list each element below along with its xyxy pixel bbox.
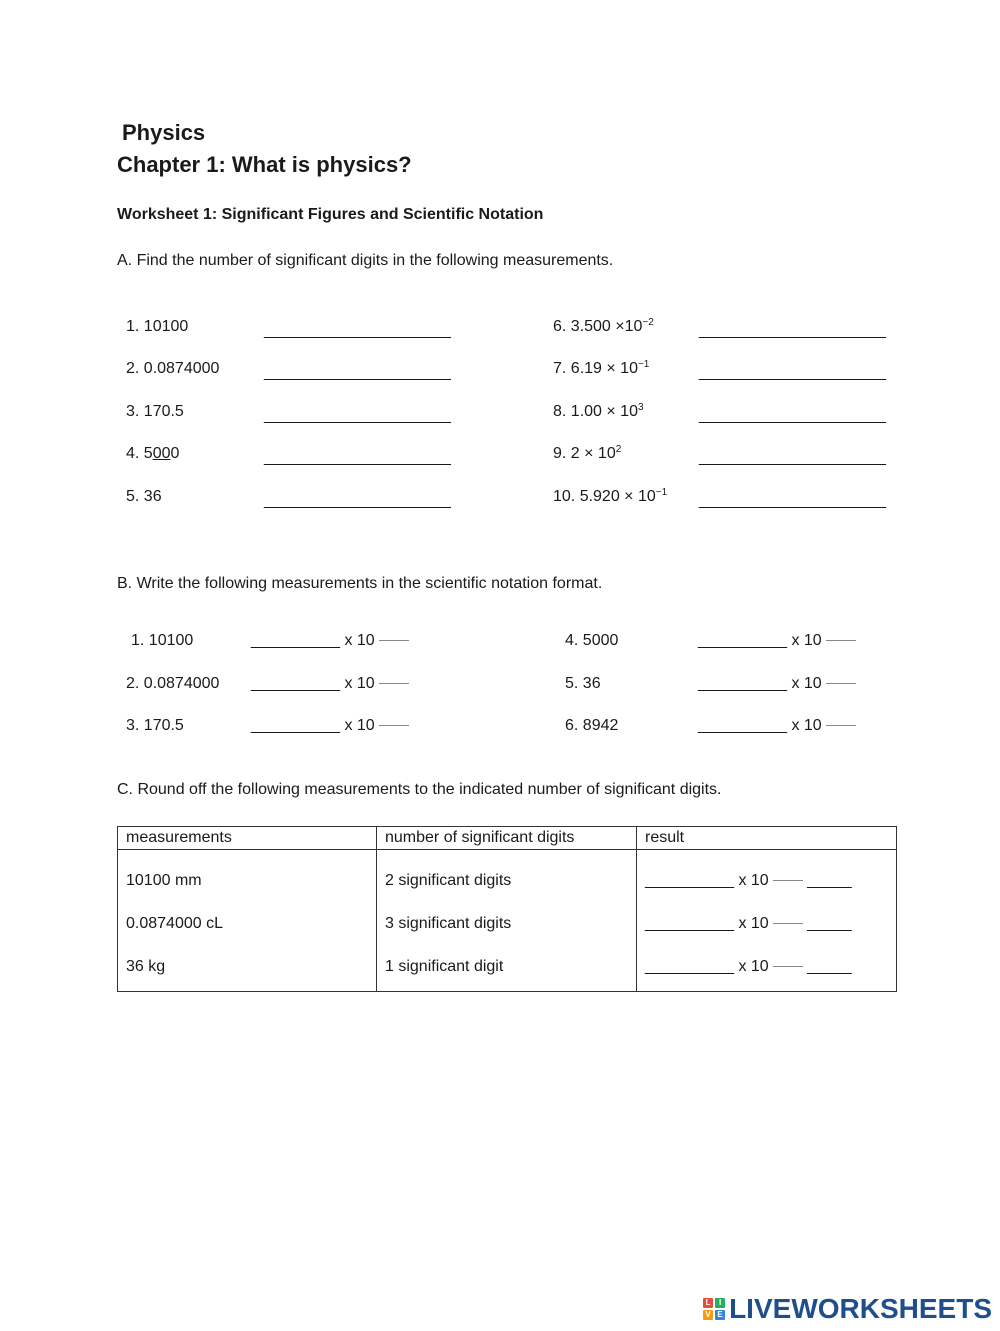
digits-column — [377, 850, 637, 992]
b-answer-4[interactable]: __________ x 10 — [698, 632, 856, 650]
a-answer-blank-3[interactable]: _____________________ — [264, 407, 451, 424]
measurement-3: 36 kg — [126, 958, 166, 975]
measurement-1: 10100 mm — [126, 872, 202, 889]
header-measurements: measurements — [118, 827, 377, 850]
b-item-2: 2. 0.0874000 — [126, 675, 220, 692]
exponent-blank[interactable] — [773, 880, 803, 881]
a-answer-blank-9[interactable]: _____________________ — [699, 449, 886, 466]
a-item-3: 3. 170.5 — [126, 403, 184, 420]
a-answer-blank-2[interactable]: _____________________ — [264, 364, 451, 381]
a-item-4: 4. 5000 — [126, 445, 180, 462]
digits-3: 1 significant digit — [385, 958, 504, 975]
b-item-5: 5. 36 — [565, 675, 601, 692]
b-answer-6[interactable]: __________ x 10 — [698, 717, 856, 735]
exponent-blank[interactable] — [826, 725, 856, 726]
header-digits: number of significant digits — [377, 827, 637, 850]
header-result: result — [637, 827, 897, 850]
result-3[interactable]: __________ x 10 _____ — [645, 958, 852, 975]
exponent-blank[interactable] — [379, 683, 409, 684]
chapter-title: Chapter 1: What is physics? — [117, 152, 412, 177]
a-item-5: 5. 36 — [126, 488, 162, 505]
result-column — [637, 850, 897, 992]
a-answer-blank-7[interactable]: _____________________ — [699, 364, 886, 381]
liveworksheets-logo — [703, 1293, 992, 1325]
a-answer-blank-10[interactable]: _____________________ — [699, 492, 886, 509]
a-item-9: 9. $2 \times 10^2$ — [553, 444, 622, 462]
a-item-1: 1. 10100 — [126, 318, 189, 335]
a-answer-blank-4[interactable]: _____________________ — [264, 449, 451, 466]
exponent-blank[interactable] — [773, 966, 803, 967]
measurements-column — [118, 850, 377, 992]
exponent-blank[interactable] — [826, 640, 856, 641]
b-answer-3[interactable]: __________ x 10 — [251, 717, 409, 735]
exponent-blank[interactable] — [773, 923, 803, 924]
logo-blocks-icon: L I V E — [703, 1298, 725, 1320]
a-answer-blank-5[interactable]: _____________________ — [264, 492, 451, 509]
a-item-8: 8. $1.00 \times 10^3$ — [553, 402, 644, 420]
b-answer-2[interactable]: __________ x 10 — [251, 675, 409, 693]
worksheet-title: Worksheet 1: Significant Figures and Scientific Notation — [117, 206, 544, 223]
b-item-3: 3. 170.5 — [126, 717, 184, 734]
a-answer-blank-8[interactable]: _____________________ — [699, 407, 886, 424]
exponent-blank[interactable] — [379, 640, 409, 641]
section-a-instruction: A. Find the number of significant digits in the following measurements. — [117, 252, 614, 269]
result-2[interactable]: __________ x 10 _____ — [645, 915, 852, 932]
exponent-blank[interactable] — [826, 683, 856, 684]
result-1[interactable]: __________ x 10 _____ — [645, 872, 852, 889]
b-answer-5[interactable]: __________ x 10 — [698, 675, 856, 693]
section-c-instruction: C. Round off the following measurements to the indicated number of significant digits. — [117, 781, 722, 798]
digits-2: 3 significant digits — [385, 915, 512, 932]
exponent-blank[interactable] — [379, 725, 409, 726]
a-answer-blank-6[interactable]: _____________________ — [699, 322, 886, 339]
b-item-4: 4. 5000 — [565, 632, 619, 649]
a-item-10: 10. $5.920 \times 10^{-1}$ — [553, 487, 668, 505]
a-item-2: 2. 0.0874000 — [126, 360, 220, 377]
b-item-6: 6. 8942 — [565, 717, 619, 734]
b-answer-1[interactable]: __________ x 10 — [251, 632, 409, 650]
subject-title: Physics — [122, 120, 206, 145]
section-b-instruction: B. Write the following measurements in the scientific notation format. — [117, 575, 603, 592]
measurement-2: 0.0874000 cL — [126, 915, 223, 932]
digits-1: 2 significant digits — [385, 872, 512, 889]
a-answer-blank-1[interactable]: _____________________ — [264, 322, 451, 339]
a-item-6: 6. $3.500 \times 10^{-2}$ — [553, 317, 654, 335]
logo-text: LIVEWORKSHEETS — [729, 1293, 992, 1324]
rounding-table — [117, 826, 897, 992]
a-item-7: 7. $6.19 \times 10^{-1}$ — [553, 359, 650, 377]
b-item-1: 1. 10100 — [131, 632, 194, 649]
